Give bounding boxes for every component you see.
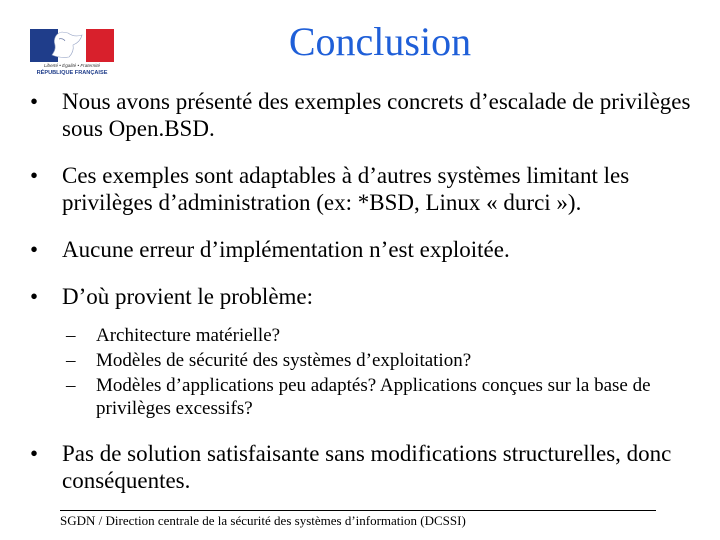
bullet-text: Nous avons présenté des exemples concrets d’escalade de privilèges sous Open.BSD. bbox=[62, 89, 691, 141]
sub-bullet-item bbox=[62, 324, 710, 347]
bullet-text: D’où provient le problème: bbox=[62, 284, 314, 309]
bullet-symbol: • bbox=[30, 163, 39, 188]
bullet-symbol: • bbox=[30, 237, 39, 262]
bullet-item bbox=[30, 162, 710, 216]
slide-title: Conclusion bbox=[288, 19, 472, 64]
republique-francaise-logo bbox=[28, 24, 116, 80]
dash-symbol: – bbox=[66, 350, 76, 371]
sub-bullet-text: Architecture matérielle? bbox=[96, 325, 281, 346]
bullet-text: Aucune erreur d’implémentation n’est exploitée. bbox=[62, 237, 510, 262]
footer-text: SGDN / Direction centrale de la sécurité des systèmes d’information (DCSSI) bbox=[60, 513, 466, 528]
bullet-item bbox=[30, 440, 710, 494]
dash-symbol: – bbox=[66, 375, 76, 396]
sub-bullet-item bbox=[62, 349, 710, 372]
bullet-list bbox=[30, 88, 710, 494]
marianne-flag-icon bbox=[30, 29, 114, 62]
bullet-item bbox=[30, 283, 710, 420]
bullet-symbol: • bbox=[30, 441, 39, 466]
bullet-item bbox=[30, 88, 710, 142]
bullet-text: Ces exemples sont adaptables à d’autres systèmes limitant les privilèges d’administration (ex: *BSD, Linux « durci »). bbox=[62, 163, 630, 215]
sub-bullet-item bbox=[62, 374, 710, 420]
sub-bullet-list bbox=[62, 324, 710, 420]
bullet-item bbox=[30, 236, 710, 263]
bullet-symbol: • bbox=[30, 284, 39, 309]
sub-bullet-text: Modèles d’applications peu adaptés? Applications conçues sur la base de privilèges excessifs? bbox=[96, 375, 651, 419]
logo-republique-francaise: RÉPUBLIQUE FRANÇAISE bbox=[36, 70, 108, 76]
logo-motto: Liberté • Égalité • Fraternité bbox=[43, 63, 101, 68]
dash-symbol: – bbox=[66, 325, 76, 346]
bullet-symbol: • bbox=[30, 89, 39, 114]
bullet-text: Pas de solution satisfaisante sans modifications structurelles, donc conséquentes. bbox=[62, 441, 672, 493]
footer-divider bbox=[60, 510, 656, 511]
sub-bullet-text: Modèles de sécurité des systèmes d’exploitation? bbox=[96, 350, 472, 371]
